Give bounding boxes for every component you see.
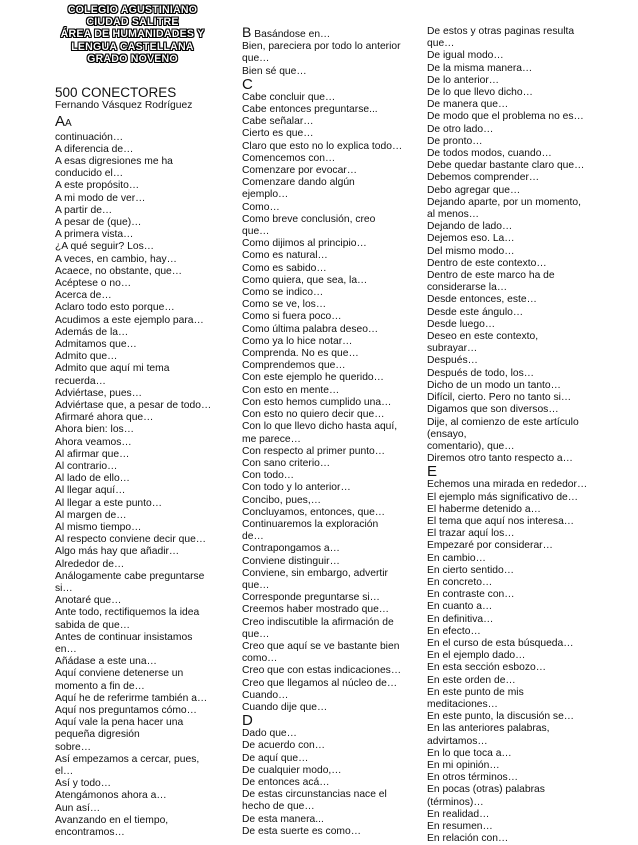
- list-item: En cuanto a…: [427, 601, 493, 613]
- list-item: En mi opinión…: [427, 759, 500, 771]
- list-item: De lo que llevo dicho…: [427, 87, 533, 99]
- list-item: De otro lado…: [427, 123, 494, 135]
- section-letter-b: B: [242, 24, 252, 40]
- list-item: Comencemos con…: [242, 152, 336, 164]
- list-item: Avanzando en el tiempo,: [55, 814, 169, 826]
- list-item: que…: [242, 579, 270, 591]
- list-item: A este propósito…: [55, 180, 140, 192]
- author-name: Fernando Vásquez Rodríguez: [55, 100, 193, 112]
- list-item: que…: [242, 628, 270, 640]
- list-item: En las anteriores palabras,: [427, 723, 550, 735]
- list-item: Al llegar aquí…: [55, 485, 126, 497]
- list-item: En pocas (otras) palabras: [427, 784, 545, 796]
- list-item: Con todo y lo anterior…: [242, 482, 351, 494]
- list-item: Dejemos eso. La…: [427, 233, 515, 245]
- section-b-list: [242, 41, 418, 78]
- list-item: Al mismo tiempo…: [55, 522, 142, 534]
- list-item: De igual modo…: [427, 50, 504, 62]
- list-item: sabida de que…: [55, 619, 130, 631]
- list-item: Del mismo modo…: [427, 245, 515, 257]
- list-item: como…: [242, 653, 278, 665]
- list-item: Como ya lo hice notar…: [242, 335, 353, 347]
- list-item: En relación con…: [427, 833, 509, 845]
- list-item: Como quiera, que sea, la…: [242, 274, 368, 286]
- list-item: Creo indiscutible la afirmación de: [242, 616, 394, 628]
- list-item: Con lo que llevo dicho hasta aquí,: [242, 421, 398, 433]
- header-line: CIUDAD SALITRE: [86, 16, 179, 29]
- list-item: Con este ejemplo he querido…: [242, 372, 384, 384]
- list-item: Desde este ángulo…: [427, 306, 524, 318]
- list-item: Conviene distinguir…: [242, 555, 340, 567]
- list-item: Desde luego…: [427, 318, 496, 330]
- list-item: Después de todo, los…: [427, 367, 535, 379]
- list-item: Debo agregar que…: [427, 184, 521, 196]
- list-item: A mi modo de ver…: [55, 192, 146, 204]
- list-item: De manera que…: [427, 99, 509, 111]
- list-item: De estos y otras paginas resulta: [427, 26, 575, 37]
- list-item: comentario), que…: [427, 440, 515, 452]
- list-item: Empezaré por considerar…: [427, 540, 553, 552]
- section-c-list: [242, 92, 418, 714]
- list-item: Concibo, pues,…: [242, 494, 321, 506]
- list-item: Contrapongamos a…: [242, 543, 340, 555]
- list-item: En este orden de…: [427, 674, 516, 686]
- section-letter-d: D: [242, 712, 253, 730]
- section-letter-e: E: [427, 463, 438, 481]
- list-item: Como si fuera poco…: [242, 311, 342, 323]
- list-item: En cambio…: [427, 552, 486, 564]
- list-item: Como es sabido…: [242, 262, 327, 274]
- list-item: Adviértase que, a pesar de todo…: [55, 399, 212, 411]
- list-item: Anotaré que…: [55, 595, 122, 607]
- list-item: meditaciones…: [427, 698, 498, 710]
- list-item: El trazar aquí los…: [427, 528, 515, 540]
- list-item: Aquí vale la pena hacer una: [55, 717, 184, 729]
- list-item: De todos modos, cuando…: [427, 148, 552, 160]
- list-item: De acuerdo con…: [242, 740, 325, 752]
- list-item: El ejemplo más significativo de…: [427, 491, 579, 503]
- list-item: Creo que aquí se ve bastante bien: [242, 640, 400, 652]
- list-item: Aquí nos preguntamos cómo…: [55, 705, 197, 717]
- list-item: que…: [242, 53, 270, 65]
- list-item: Como se ve, los…: [242, 299, 327, 311]
- list-item: Con esto no quiero decir que…: [242, 409, 385, 421]
- list-item: Con todo…: [242, 470, 295, 482]
- list-item: Dejando de lado…: [427, 221, 513, 233]
- list-item: A primera vista…: [55, 229, 134, 241]
- list-item: Ahora bien: los…: [55, 424, 134, 436]
- list-item: Digamos que son diversos…: [427, 404, 559, 416]
- list-item: En contraste con…: [427, 589, 515, 601]
- list-item: De estas circunstancias nace el: [242, 789, 387, 801]
- list-item: advirtamos…: [427, 735, 488, 747]
- list-item: Debe quedar bastante claro que…: [427, 160, 585, 172]
- list-item: Así empezamos a cercar, pues,: [55, 753, 200, 765]
- list-item: que…: [427, 38, 455, 50]
- list-item: Como breve conclusión, creo: [242, 213, 376, 225]
- list-item: Como última palabra deseo…: [242, 323, 379, 335]
- section-e-list: [427, 479, 603, 845]
- list-item: De esta suerte es como…: [242, 825, 362, 837]
- list-item: De entonces acá…: [242, 776, 330, 788]
- list-item: A esas digresiones me ha: [55, 155, 173, 167]
- list-item: Corresponde preguntarse si…: [242, 592, 380, 604]
- list-item: En cierto sentido…: [427, 564, 514, 576]
- list-item: Acerca de…: [55, 290, 112, 302]
- list-item: Echemos una mirada en rededor…: [427, 479, 588, 491]
- list-item: Cabe entonces preguntarse...: [242, 104, 378, 116]
- list-item: Basándose en…: [254, 29, 331, 40]
- header-line: GRADO NOVENO: [87, 52, 178, 65]
- list-item: Claro que esto no lo explica todo…: [242, 140, 403, 152]
- list-item: Con respecto al primer punto…: [242, 445, 386, 457]
- list-item: Así y todo…: [55, 778, 112, 790]
- list-item: Comprenda. No es que…: [242, 348, 359, 360]
- section-d-list-part-1: [242, 728, 418, 838]
- list-item: Cuando dije que…: [242, 701, 328, 713]
- school-header: [55, 4, 210, 65]
- list-item: considerarse la…: [427, 282, 508, 294]
- section-letter-a: [55, 114, 225, 132]
- list-item: Al lado de ello…: [55, 473, 130, 485]
- list-item: En resumen…: [427, 821, 493, 832]
- list-item: Como es natural…: [242, 250, 328, 262]
- list-item: Atengámonos ahora a…: [55, 790, 167, 802]
- list-item: Bien, pareciera por todo lo anterior: [242, 41, 401, 53]
- list-item: En efecto…: [427, 625, 481, 637]
- list-item: Dado que…: [242, 728, 297, 740]
- list-item: Además de la…: [55, 326, 129, 338]
- section-b-first-entry: [242, 26, 418, 41]
- list-item: Deseo en este contexto,: [427, 331, 539, 343]
- list-item: Al respecto conviene decir que…: [55, 534, 207, 546]
- list-item: Como dijimos al principio…: [242, 238, 367, 250]
- list-item: Cabe señalar…: [242, 116, 314, 128]
- list-item: Al contrario…: [55, 461, 118, 472]
- list-item: A veces, en cambio, hay…: [55, 253, 177, 265]
- list-item: De la misma manera…: [427, 62, 533, 74]
- list-item: En el ejemplo dado…: [427, 650, 526, 662]
- list-item: Comenzare dando algún: [242, 177, 355, 189]
- list-item: De modo que el problema no es…: [427, 111, 584, 123]
- list-item: Diremos otro tanto respecto a…: [427, 453, 573, 465]
- list-item: momento a fin de…: [55, 680, 145, 692]
- list-item: Dejando aparte, por un momento,: [427, 196, 581, 208]
- list-item: Aquí he de referirme también a…: [55, 692, 208, 704]
- list-item: si…: [55, 583, 73, 595]
- list-item: De lo anterior…: [427, 74, 500, 86]
- list-item: Dije, al comienzo de este artículo: [427, 416, 579, 428]
- list-item: Con esto hemos cumplido una…: [242, 396, 392, 408]
- column-2: [242, 26, 418, 838]
- list-item: sobre…: [55, 741, 92, 753]
- list-item: Dicho de un modo un tanto…: [427, 379, 561, 391]
- list-item: (ensayo,: [427, 428, 467, 440]
- list-item: El tema que aquí nos interesa…: [427, 515, 575, 527]
- list-item: subrayar…: [427, 343, 478, 355]
- list-item: Como se indico…: [242, 287, 324, 299]
- list-item: En este punto de mis: [427, 686, 524, 698]
- list-item: Con esto en mente…: [242, 384, 340, 396]
- list-item: En realidad…: [427, 808, 490, 820]
- list-item: me parece…: [242, 433, 301, 445]
- list-item: Al margen de…: [55, 509, 127, 521]
- list-item: En el curso de esta búsqueda…: [427, 637, 574, 649]
- section-letter-c: C: [242, 75, 253, 93]
- list-item: De cualquier modo,…: [242, 764, 342, 776]
- list-item: El haberme detenido a…: [427, 503, 541, 515]
- list-item: Continuaremos la exploración: [242, 518, 379, 530]
- list-item: ejemplo…: [242, 189, 289, 201]
- column-1: [55, 4, 225, 839]
- list-item: Al afirmar que…: [55, 448, 130, 460]
- list-item: Con sano criterio…: [242, 457, 331, 469]
- list-item: Añádase a este una…: [55, 656, 157, 668]
- list-item: Admito que aquí mi tema: [55, 363, 170, 375]
- list-item: De aquí que…: [242, 752, 309, 764]
- list-item: al menos…: [427, 209, 480, 221]
- header-line: COLEGIO AGUSTINIANO: [67, 4, 198, 16]
- list-item: Cabe concluir que…: [242, 91, 336, 103]
- list-item: Cuando…: [242, 689, 289, 701]
- list-item: En definitiva…: [427, 613, 494, 625]
- list-item: el…: [55, 766, 74, 778]
- list-item: Desde entonces, este…: [427, 294, 537, 306]
- list-item: A partir de…: [55, 204, 113, 216]
- header-line: ÁREA DE HUMANIDADES Y: [60, 28, 205, 41]
- list-item: Adviértase, pues…: [55, 387, 142, 399]
- list-item: Bien sé que…: [242, 65, 307, 77]
- list-item: (términos)…: [427, 796, 484, 808]
- list-item: En concreto…: [427, 576, 493, 588]
- list-item: conducido el…: [55, 168, 124, 180]
- list-item: En este punto, la discusión se…: [427, 711, 575, 723]
- list-item: En esta sección esbozo…: [427, 662, 547, 674]
- list-item: Difícil, cierto. Pero no tanto si…: [427, 392, 572, 404]
- list-item: Creemos haber mostrado que…: [242, 604, 390, 616]
- list-item: en…: [55, 644, 77, 656]
- list-item: que…: [242, 226, 270, 238]
- list-item: Después…: [427, 355, 478, 367]
- list-item: Comenzare por evocar…: [242, 165, 358, 177]
- list-item: ¿A qué seguir? Los…: [55, 241, 155, 253]
- list-item: Ahora veamos…: [55, 436, 132, 448]
- column-3: [427, 26, 603, 845]
- list-item: Dentro de este contexto…: [427, 257, 547, 269]
- list-item: Creo que llegamos al núcleo de…: [242, 677, 398, 689]
- list-item: De esta manera...: [242, 813, 324, 825]
- list-item: Como…: [242, 201, 280, 213]
- list-item: Admitamos que…: [55, 338, 137, 350]
- list-item: Acéptese o no…: [55, 277, 132, 289]
- list-item: Comprendemos que…: [242, 360, 346, 372]
- list-item: Análogamente cabe preguntarse: [55, 570, 205, 582]
- document-title: 500 CONECTORES: [55, 85, 177, 101]
- list-item: Algo más hay que añadir…: [55, 546, 180, 558]
- list-item: encontramos…: [55, 827, 125, 839]
- list-item: Afirmaré ahora que…: [55, 412, 154, 424]
- list-item: recuerda…: [55, 375, 106, 387]
- list-item: Acaece, no obstante, que…: [55, 265, 183, 277]
- list-item: de…: [242, 531, 264, 543]
- list-item: Cierto es que…: [242, 128, 314, 140]
- header-line: LENGUA CASTELLANA: [71, 40, 194, 53]
- list-item: Concluyamos, entonces, que…: [242, 506, 386, 518]
- list-item: En otros términos…: [427, 772, 518, 784]
- section-d-list-part-2: [427, 26, 603, 465]
- list-item: Aquí conviene detenerse un: [55, 668, 184, 680]
- list-item: Acudimos a este ejemplo para…: [55, 314, 204, 326]
- list-item: En lo que toca a…: [427, 747, 512, 759]
- list-item: De pronto…: [427, 135, 483, 147]
- list-item: A pesar de (que)…: [55, 216, 142, 228]
- list-item: Ante todo, rectifiquemos la idea: [55, 607, 200, 619]
- list-item: Al llegar a este punto…: [55, 497, 163, 509]
- section-letter-a-small: A: [65, 117, 72, 129]
- list-item: Aun así…: [55, 802, 101, 814]
- list-item: pequeña digresión: [55, 729, 140, 741]
- list-item: A diferencia de…: [55, 143, 134, 155]
- list-item: Alrededor de…: [55, 558, 125, 570]
- list-item: hecho de que…: [242, 801, 315, 813]
- list-item: Aclaro todo esto porque…: [55, 302, 175, 314]
- list-item: Debemos comprender…: [427, 172, 540, 184]
- list-item: Antes de continuar insistamos: [55, 631, 193, 643]
- list-item: continuación…: [55, 131, 124, 143]
- list-item: Admito que…: [55, 351, 118, 363]
- list-item: Creo que con estas indicaciones…: [242, 665, 402, 677]
- section-letter-a-big: A: [55, 112, 66, 130]
- list-item: Conviene, sin embargo, advertir: [242, 567, 388, 579]
- list-item: Dentro de este marco ha de: [427, 270, 555, 282]
- section-a-list: [55, 132, 225, 840]
